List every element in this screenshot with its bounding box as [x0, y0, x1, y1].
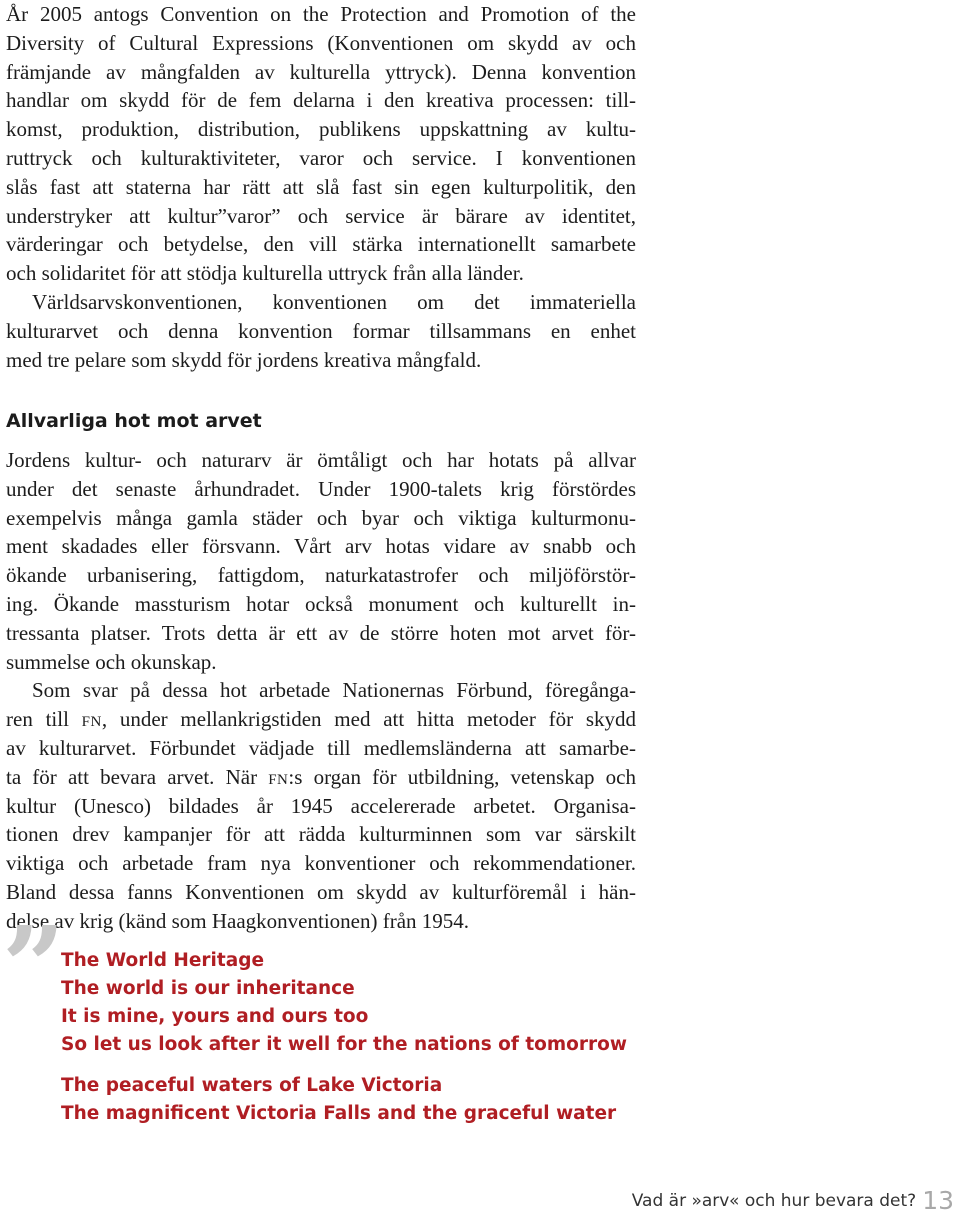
text-line: med tre pelare som skydd för jordens kreativa mångfald. [6, 347, 482, 372]
text-line: ren till fn, under mellankrigstiden med att hitta metoder för skydd [6, 707, 636, 732]
text-line: kultur (Unesco) bildades år 1945 accelererade arbetet. Organisa- [6, 793, 636, 818]
text-line: främjande av mångfalden av kulturella yttryck). Denna konvention [6, 59, 636, 84]
text-line: understryker att kultur”varor” och service är bärare av identitet, [6, 203, 636, 228]
text-line: ing. Ökande massturism hotar också monument och kulturellt in- [6, 591, 636, 616]
text-line: värderingar och betydelse, den vill stärka internationellt samarbete [6, 232, 636, 257]
running-title: Vad är »arv« och hur bevara det? [631, 1191, 917, 1211]
quote-line: The magnificent Victoria Falls and the graceful water [61, 1103, 617, 1124]
text-line: kulturarvet och denna konvention formar tillsammans en enhet [6, 318, 636, 343]
text-line: Världsarvskonventionen, konventionen om det immateriella [32, 289, 636, 314]
quote-stanza [61, 1072, 616, 1128]
text-line: Jordens kultur- och naturarv är ömtåligt och har hotats på allvar [6, 448, 636, 472]
text-line: ta för att bevara arvet. När fn:s organ för utbildning, vetenskap och [6, 764, 636, 789]
text-line: År 2005 antogs Convention on the Protection and Promotion of the [6, 2, 636, 26]
text-line: Som svar på dessa hot arbetade Nationernas Förbund, föregånga- [32, 678, 636, 703]
text-line: tressanta platser. Trots detta är ett av de större hoten mot arvet för- [6, 620, 636, 645]
text-line: slås fast att staterna har rätt att slå fast sin egen kulturpolitik, den [6, 174, 636, 199]
text-line: ment skadades eller försvann. Vårt arv hotas vidare av snabb och [6, 534, 636, 559]
page-number: 13 [922, 1186, 954, 1215]
quotation-mark-icon: ” [2, 902, 66, 1031]
quote-line: The peaceful waters of Lake Victoria [61, 1075, 443, 1096]
page-footer [632, 1186, 954, 1215]
text-line: Bland dessa fanns Konventionen om skydd av kulturföremål i hän- [6, 879, 636, 904]
text-line: av kulturarvet. Förbundet vädjade till medlemsländerna att samarbe- [6, 735, 636, 760]
quote-line: The world is our inheritance [61, 978, 355, 999]
text-line: handlar om skydd för de fem delarna i den kreativa processen: till- [6, 88, 636, 113]
text-line: delse av krig (känd som Haagkonventionen) från 1954. [6, 908, 470, 933]
quote-stanza [61, 947, 627, 1059]
text-line: viktiga och arbetade fram nya konventioner och rekommendationer. [6, 851, 636, 876]
text-line: summelse och okunskap. [6, 649, 217, 674]
text-line: exempelvis många gamla städer och byar och viktiga kulturmonu- [6, 505, 636, 530]
quote-line: The World Heritage [61, 950, 264, 971]
intro-paragraph [6, 0, 636, 374]
text-line: tionen drev kampanjer för att rädda kulturminnen som var särskilt [6, 822, 636, 847]
quote-line: So let us look after it well for the nations of tomorrow [61, 1034, 627, 1055]
threats-paragraph [6, 446, 636, 936]
text-line: ruttryck och kulturaktiviteter, varor och service. I konventionen [6, 145, 636, 170]
quote-line: It is mine, yours and ours too [61, 1006, 369, 1027]
text-line: Diversity of Cultural Expressions (Konventionen om skydd av och [6, 30, 636, 55]
text-line: under det senaste århundradet. Under 1900-talets krig förstördes [6, 476, 636, 501]
text-line: ökande urbanisering, fattigdom, naturkatastrofer och miljöförstör- [6, 563, 636, 588]
text-line: och solidaritet för att stödja kulturella uttryck från alla länder. [6, 261, 524, 286]
text-line: komst, produktion, distribution, publikens uppskattning av kultu- [6, 117, 636, 142]
section-heading: Allvarliga hot mot arvet [6, 410, 262, 432]
